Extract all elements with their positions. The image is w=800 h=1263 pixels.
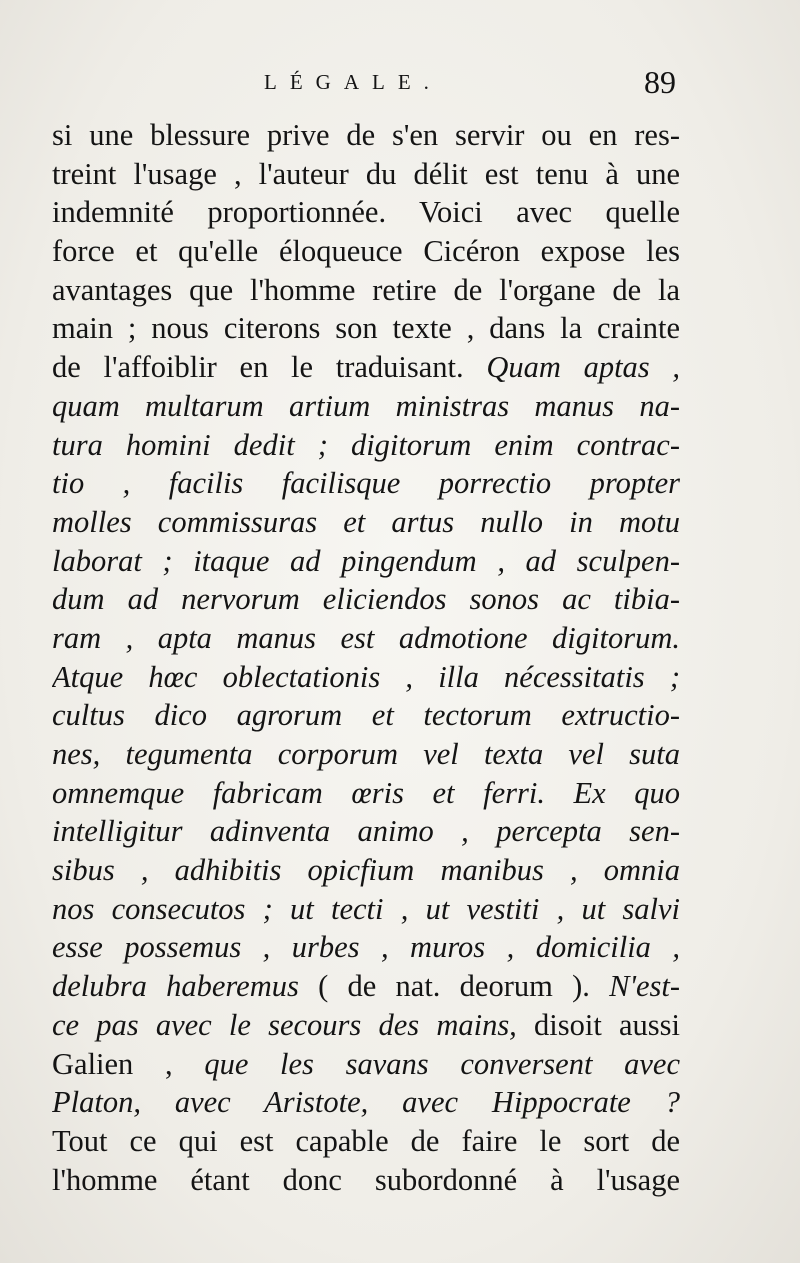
text-segment: force et qu'elle éloqueuce Cicéron expose les <box>52 234 680 269</box>
text-line <box>52 735 680 774</box>
text-segment: main ; nous citerons son texte , dans la crainte <box>52 311 680 346</box>
text-segment: Tout ce qui est capable de faire le sort de <box>52 1123 680 1158</box>
text-line <box>52 1161 680 1200</box>
text-line <box>52 1006 680 1045</box>
page-header <box>52 64 684 112</box>
text-segment: delubra haberemus <box>52 969 319 1004</box>
text-line <box>52 619 680 658</box>
text-segment: tio , facilis facilisque porrectio propter <box>52 466 680 501</box>
text-segment: tura homini dedit ; digitorum enim contrac- <box>52 427 680 462</box>
text-line <box>52 542 680 581</box>
text-line <box>52 658 680 697</box>
text-segment: esse possemus , urbes , muros , domicilia , <box>52 930 680 965</box>
text-segment: ( de nat. deorum ). <box>318 969 610 1004</box>
text-line <box>52 696 680 735</box>
text-segment: N'est- <box>609 969 680 1004</box>
text-segment: treint l'usage , l'auteur du délit est tenu à une <box>52 156 680 191</box>
text-line <box>52 348 680 387</box>
text-line <box>52 1045 680 1084</box>
text-line <box>52 812 680 851</box>
text-segment: de l'affoiblir en le traduisant. <box>52 350 487 385</box>
text-segment: avantages que l'homme retire de l'organe de la <box>52 272 680 307</box>
text-segment: dum ad nervorum eliciendos sonos ac tibia- <box>52 582 680 617</box>
text-segment: l'homme étant donc subordonné à l'usage <box>52 1162 680 1197</box>
text-line <box>52 426 680 465</box>
text-segment: molles commissuras et artus nullo in motu <box>52 504 680 539</box>
text-segment: si une blessure prive de s'en servir ou en res- <box>52 118 680 152</box>
text-segment: ram , apta manus est admotione digitorum. <box>52 620 680 655</box>
text-line <box>52 193 680 232</box>
text-segment: Platon, avec Aristote, avec Hippocrate ? <box>52 1085 680 1120</box>
text-line <box>52 1122 680 1161</box>
text-line <box>52 851 680 890</box>
text-segment: ce pas avec le secours des mains, <box>52 1007 535 1042</box>
text-line <box>52 580 680 619</box>
text-segment: indemnité proportionnée. Voici avec quelle <box>52 195 680 230</box>
text-line <box>52 967 680 1006</box>
text-line <box>52 309 680 348</box>
text-segment: quam multarum artium ministras manus na- <box>52 388 680 423</box>
text-line <box>52 387 680 426</box>
text-segment: nos consecutos ; ut tecti , ut vestiti , ut salvi <box>52 891 680 926</box>
text-segment: laborat ; itaque ad pingendum , ad sculpen- <box>52 543 680 578</box>
text-segment: sibus , adhibitis opicfium manibus , omnia <box>52 853 680 888</box>
text-line <box>52 1083 680 1122</box>
text-segment: intelligitur adinventa animo , percepta sen- <box>52 814 680 849</box>
text-line <box>52 155 680 194</box>
text-line <box>52 928 680 967</box>
text-line <box>52 774 680 813</box>
text-segment: omnemque fabricam œris et ferri. Ex quo <box>52 775 680 810</box>
page-number: 89 <box>644 64 676 100</box>
text-segment: Atque hœc oblectationis , illa nécessitatis ; <box>52 659 680 694</box>
text-segment: disoit aussi <box>534 1007 680 1042</box>
text-segment: cultus dico agrorum et tectorum extructio- <box>52 698 680 733</box>
text-line <box>52 890 680 929</box>
text-segment: Galien , <box>52 1046 205 1081</box>
text-line <box>52 503 680 542</box>
text-line <box>52 116 680 155</box>
text-line <box>52 464 680 503</box>
text-segment: que les savans conversent avec <box>204 1046 680 1081</box>
text-segment: Quam aptas , <box>486 350 680 385</box>
body-text <box>52 116 680 1199</box>
text-line <box>52 271 680 310</box>
text-line <box>52 232 680 271</box>
text-segment: nes, tegumenta corporum vel texta vel suta <box>52 737 680 771</box>
running-head: LÉGALE. <box>264 70 442 94</box>
